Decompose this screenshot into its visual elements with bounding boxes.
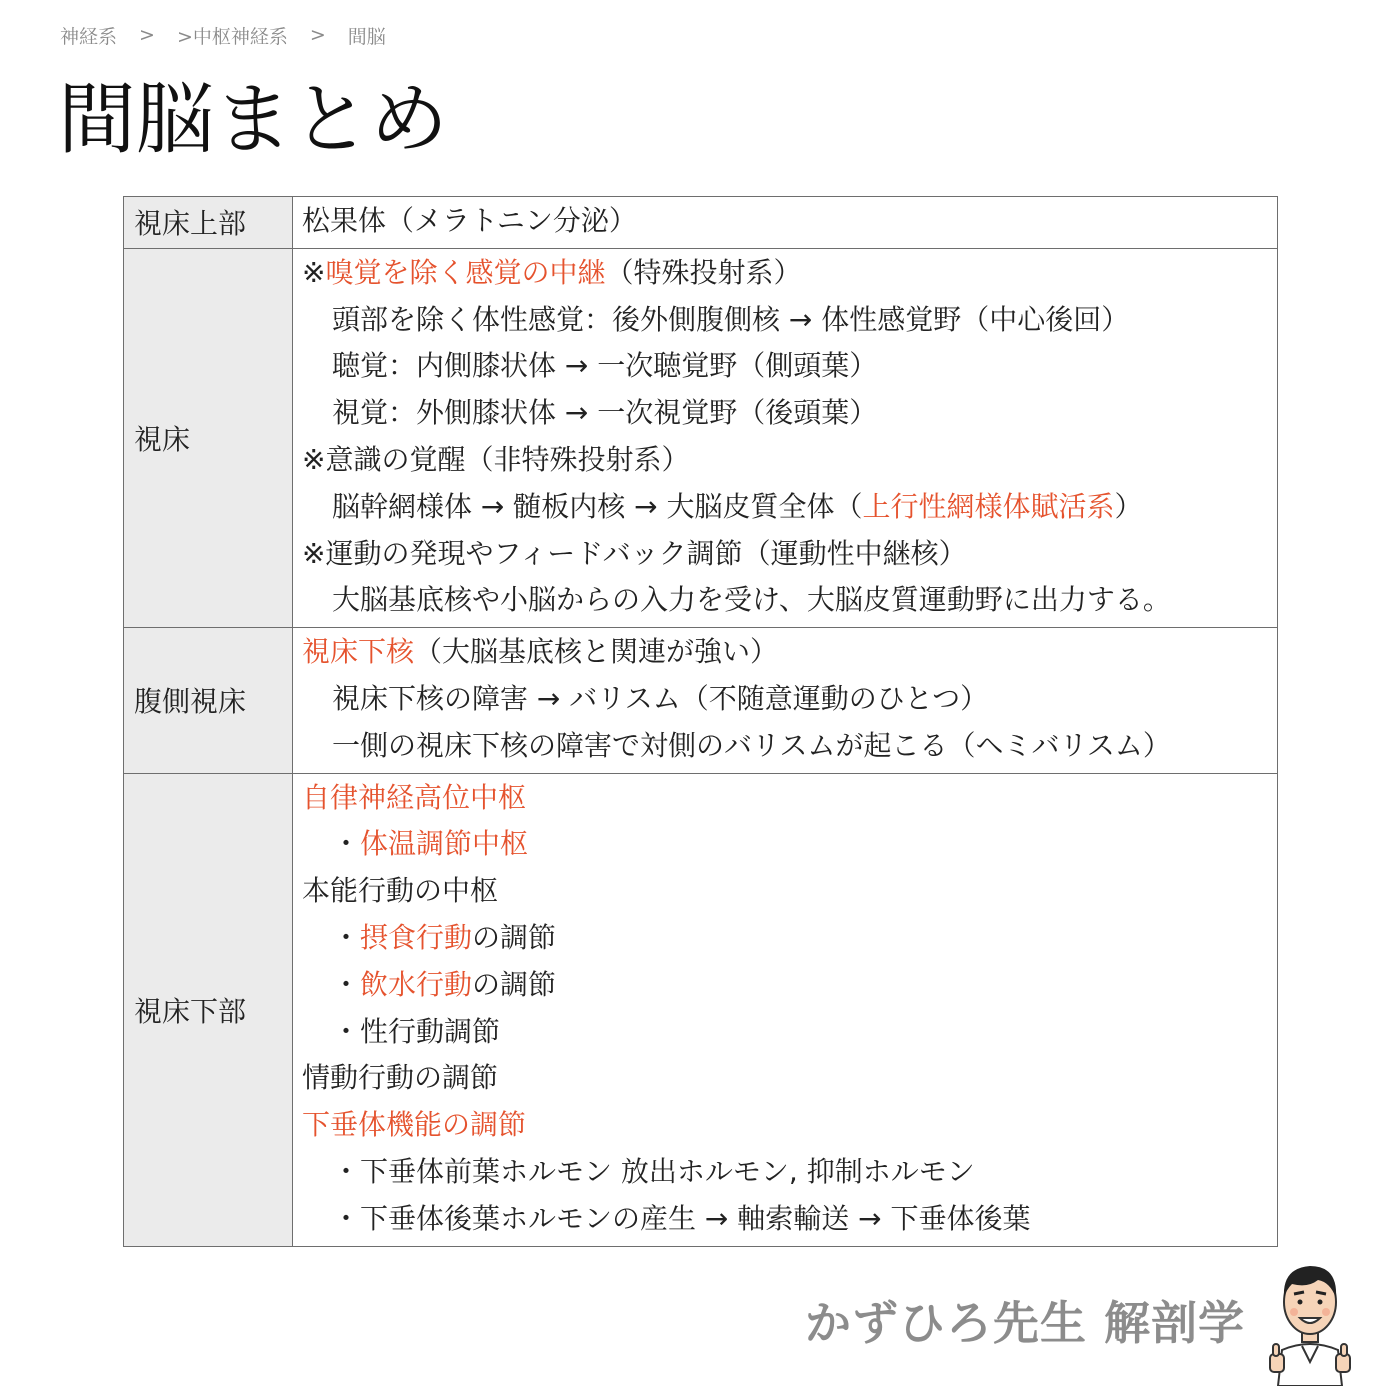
- text-segment: ）: [1114, 489, 1143, 523]
- breadcrumb-separator: >: [309, 24, 326, 46]
- content-line: [302, 297, 1277, 344]
- bullet: ・: [332, 920, 361, 954]
- content-line: [302, 1009, 1277, 1056]
- highlight-text: 飲水行動: [360, 967, 473, 1001]
- text-segment: の調節: [472, 967, 557, 1001]
- content-line: [302, 484, 1277, 531]
- table-row: [124, 773, 1278, 1246]
- row-content: [293, 628, 1278, 773]
- row-header: 視床下部: [124, 773, 293, 1246]
- breadcrumb-item-diencephalon: 間脳: [347, 25, 386, 48]
- row-content: [293, 197, 1278, 249]
- highlight-text: 上行性網様体賦活系: [862, 489, 1115, 523]
- content-line: [302, 437, 1277, 484]
- row-header: 腹側視床: [124, 628, 293, 773]
- text-segment: 聴覚：内側膝状体 → 一次聴覚野（側頭葉）: [332, 349, 878, 383]
- text-segment: 大脳基底核や小脳からの入力を受け、大脳皮質運動野に出力する。: [332, 583, 1171, 617]
- content-line: [302, 1055, 1277, 1102]
- text-segment: ・下垂体後葉ホルモンの産生 → 軸索輸送 → 下垂体後葉: [332, 1201, 1031, 1235]
- content-line: [302, 915, 1277, 962]
- content-line: [302, 821, 1277, 868]
- table-row: [124, 197, 1278, 249]
- content-line: [302, 250, 1277, 297]
- highlight-text: 自律神経高位中枢: [302, 780, 527, 814]
- highlight-text: 視床下核: [302, 635, 415, 669]
- content-line: [302, 390, 1277, 437]
- table-row: [124, 628, 1278, 773]
- bullet: ・: [332, 967, 361, 1001]
- content-line: [302, 531, 1277, 578]
- highlight-text: 摂食行動: [360, 920, 473, 954]
- text-segment: 一側の視床下核の障害で対側のバリスムが起こる（ヘミバリスム）: [332, 728, 1171, 762]
- text-segment: の調節: [472, 920, 557, 954]
- page-title: 間脳まとめ: [58, 75, 449, 165]
- highlight-text: 体温調節中枢: [360, 827, 529, 861]
- row-header: 視床: [124, 248, 293, 627]
- text-segment: ※意識の覚醒（非特殊投射系）: [302, 442, 690, 476]
- content-line: [302, 962, 1277, 1009]
- content-line: [302, 676, 1277, 723]
- text-segment: ※運動の発現やフィードバック調節（運動性中継核）: [302, 536, 967, 570]
- content-line: [302, 1196, 1277, 1243]
- breadcrumb: [60, 20, 386, 50]
- text-segment: （特殊投射系）: [605, 255, 802, 289]
- highlight-text: 下垂体機能の調節: [302, 1108, 527, 1142]
- footer-brand: かずひろ先生 解剖学: [805, 1296, 1246, 1350]
- text-segment: 脳幹網様体 → 髄板内核 → 大脳皮質全体（: [332, 489, 863, 523]
- content-line: [302, 723, 1277, 770]
- breadcrumb-item-nervous-system[interactable]: 神経系: [60, 25, 118, 48]
- summary-table: [123, 196, 1278, 1247]
- teacher-avatar-icon: [1268, 1258, 1352, 1386]
- table-row: [124, 248, 1278, 627]
- content-line: [302, 577, 1277, 624]
- text-segment: 松果体（メラトニン分泌）: [302, 204, 637, 237]
- text-segment: ・性行動調節: [332, 1014, 501, 1048]
- text-segment: 本能行動の中枢: [302, 874, 499, 908]
- text-segment: （大脳基底核と関連が強い）: [414, 635, 779, 669]
- content-line: [302, 1149, 1277, 1196]
- content-line: [302, 343, 1277, 390]
- breadcrumb-separator: >: [139, 24, 155, 46]
- text-segment: 頭部を除く体性感覚：後外側腹側核 → 体性感覚野（中心後回）: [332, 302, 1130, 336]
- content-line: [302, 868, 1277, 915]
- content-line: [302, 198, 1277, 245]
- text-segment: ※: [302, 255, 326, 289]
- breadcrumb-item-cns[interactable]: >中枢神経系: [176, 25, 288, 48]
- text-segment: 視覚：外側膝状体 → 一次視覚野（後頭葉）: [332, 396, 878, 430]
- content-line: [302, 1102, 1277, 1149]
- text-segment: ・下垂体前葉ホルモン 放出ホルモン, 抑制ホルモン: [332, 1154, 975, 1188]
- row-content: [293, 248, 1278, 627]
- text-segment: 情動行動の調節: [302, 1061, 499, 1095]
- text-segment: 視床下核の障害 → バリスム（不随意運動のひとつ）: [332, 681, 989, 715]
- row-header: 視床上部: [124, 197, 293, 249]
- row-content: [293, 773, 1278, 1246]
- highlight-text: 嗅覚を除く感覚の中継: [325, 255, 606, 289]
- bullet: ・: [332, 827, 361, 861]
- content-line: [302, 775, 1277, 822]
- content-line: [302, 629, 1277, 676]
